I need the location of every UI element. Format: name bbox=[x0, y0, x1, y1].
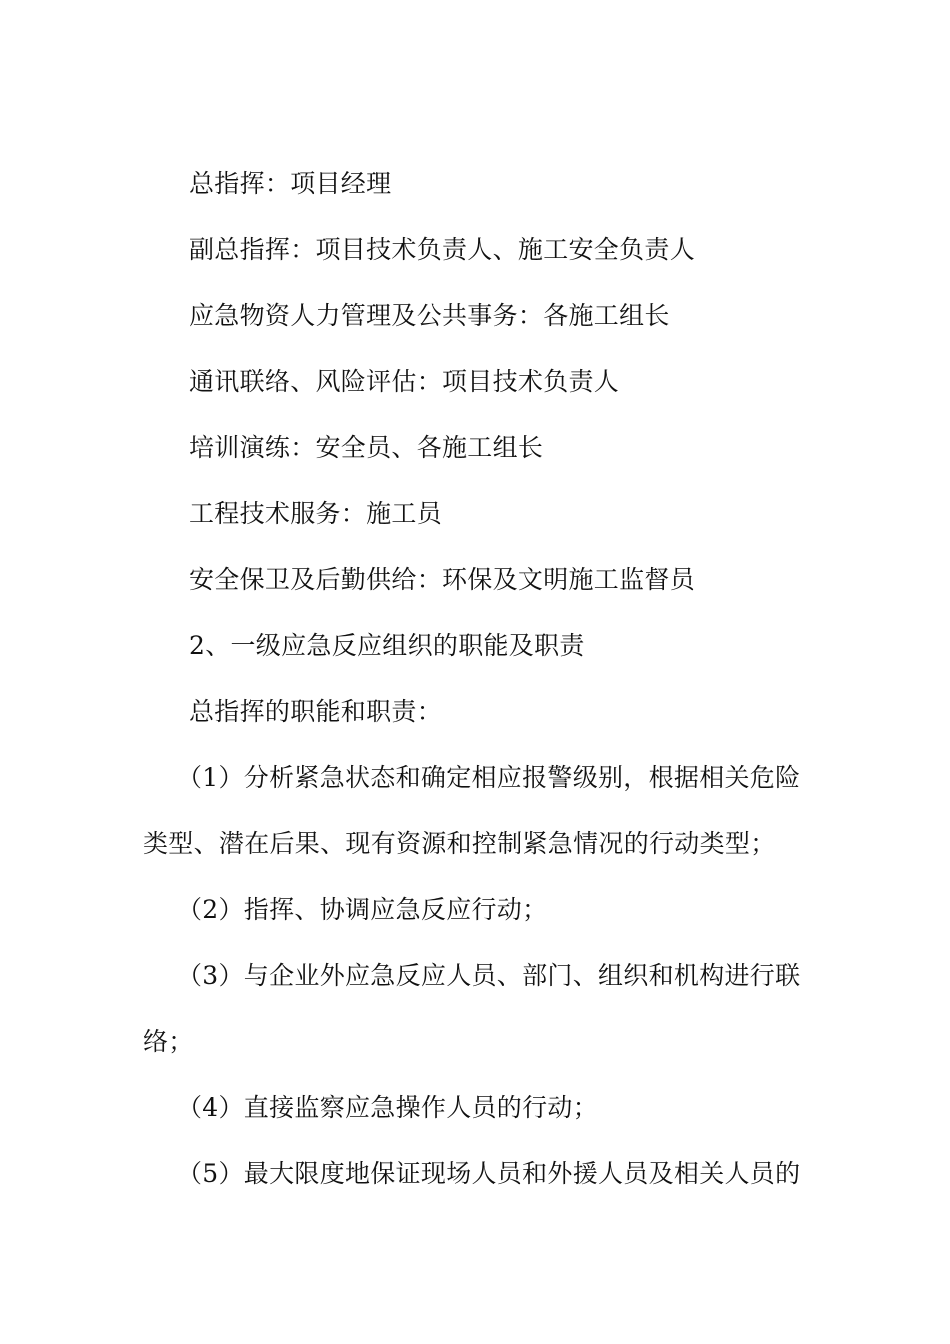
duty-item-1: （1）分析紧急状态和确定相应报警级别，根据相关危险 bbox=[177, 763, 801, 792]
role-training: 培训演练：安全员、各施工组长 bbox=[189, 433, 544, 462]
role-communications: 通讯联络、风险评估：项目技术负责人 bbox=[189, 367, 620, 396]
role-materials-management: 应急物资人力管理及公共事务：各施工组长 bbox=[189, 301, 670, 330]
section-heading: 2、一级应急反应组织的职能及职责 bbox=[189, 631, 585, 660]
duty-item-2: （2）指挥、协调应急反应行动； bbox=[177, 895, 548, 924]
role-deputy-commander: 副总指挥：项目技术负责人、施工安全负责人 bbox=[189, 235, 696, 264]
duty-item-4: （4）直接监察应急操作人员的行动； bbox=[177, 1093, 599, 1122]
duty-item-3: （3）与企业外应急反应人员、部门、组织和机构进行联 bbox=[177, 961, 801, 990]
duty-item-3-continued: 络； bbox=[143, 1027, 194, 1056]
duty-item-1-continued: 类型、潜在后果、现有资源和控制紧急情况的行动类型； bbox=[143, 829, 776, 858]
duty-item-5: （5）最大限度地保证现场人员和外援人员及相关人员的 bbox=[177, 1159, 801, 1188]
role-security-logistics: 安全保卫及后勤供给：环保及文明施工监督员 bbox=[189, 565, 696, 594]
subsection-heading: 总指挥的职能和职责： bbox=[189, 697, 443, 726]
role-engineering-service: 工程技术服务：施工员 bbox=[189, 499, 443, 528]
role-general-commander: 总指挥：项目经理 bbox=[189, 169, 392, 198]
